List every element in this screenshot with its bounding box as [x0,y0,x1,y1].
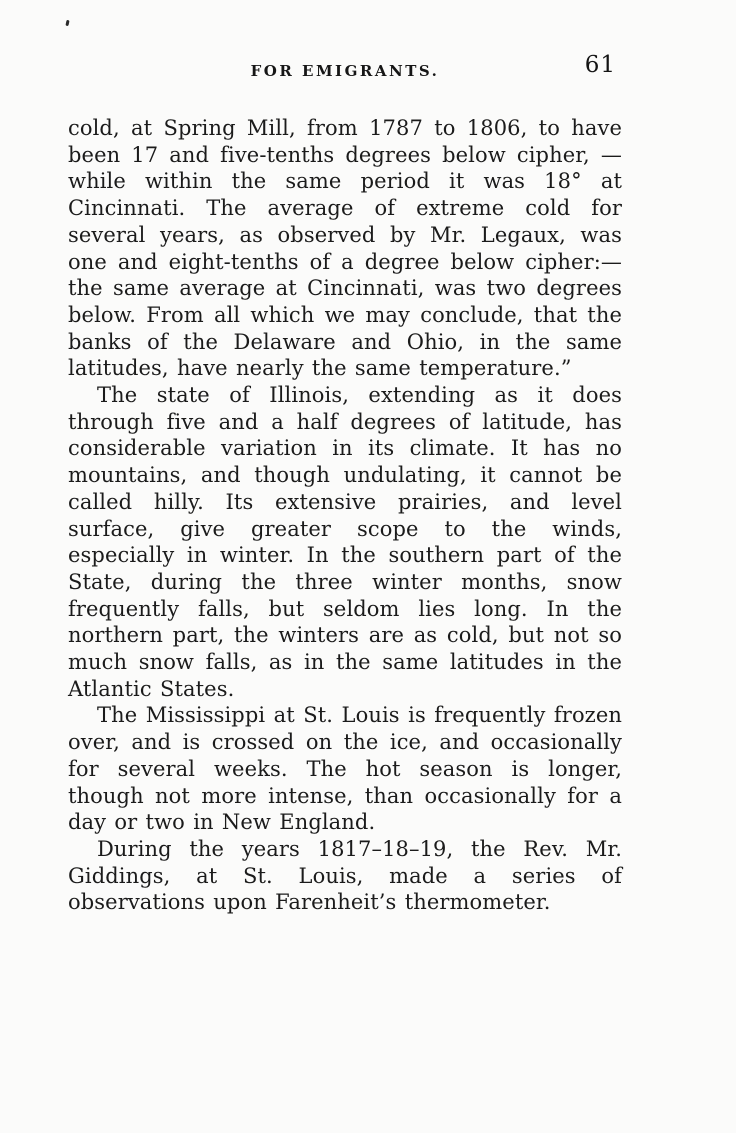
page-content [68,0,622,916]
paragraph-3: The Mississippi at St. Louis is frequently frozen over, and is crossed on the ice, and occasionally for several weeks. The hot season is longer, though not more intense, than occasionally for a day or two in New England. [68,703,622,835]
paragraph-4: During the years 1817–18–19, the Rev. Mr. Giddings, at St. Louis, made a series of observations upon Farenheit’s thermometer. [68,836,622,915]
page-number: 61 [584,52,616,78]
running-title: FOR EMIGRANTS. [250,62,440,80]
page-body [68,115,622,916]
paragraph-1: cold, at Spring Mill, from 1787 to 1806, to have been 17 and five-tenths degrees below cipher, —while within the same period it was 18° at Cincinnati. The average of extreme cold for several years, as observed by Mr. Legaux, was one and eight-tenths of a degree below cipher:—the same average at Cincinnati, was two degrees below. From all which we may conclude, that the banks of the Delaware and Ohio, in the same latitudes, have nearly the same temperature.” [68,116,622,381]
paragraph-2: The state of Illinois, extending as it does through five and a half degrees of latitude, has considerable variation in its climate. It has no mountains, and though undulating, it cannot be called hilly. Its extensive prairies, and level surface, give greater scope to the winds, especially in winter. In the southern part of the State, during the three winter months, snow frequently falls, but seldom lies long. In the northern part, the winters are as cold, but not so much snow falls, as in the same latitudes in the Atlantic States. [68,383,622,701]
page-header [68,52,622,82]
